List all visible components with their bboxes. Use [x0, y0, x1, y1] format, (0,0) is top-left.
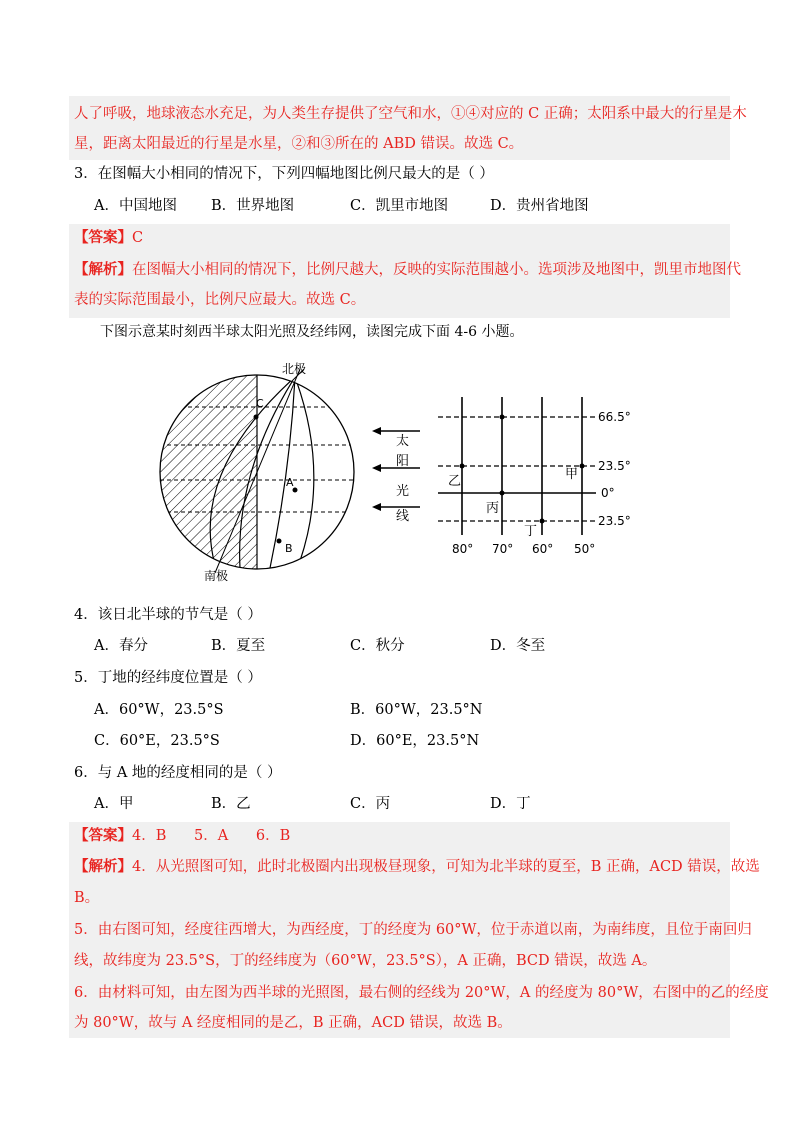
point-b — [277, 539, 282, 544]
sun-char: 光 — [396, 484, 410, 499]
answer-line — [74, 826, 290, 846]
lon-label: 80° — [452, 542, 474, 556]
label-a: A — [286, 476, 294, 489]
analysis-line: 表的实际范围最小，比例尺应最大。故选 C。 — [74, 292, 366, 308]
lat-label: 66.5° — [598, 410, 631, 424]
q4-option-d: D．冬至 — [490, 638, 546, 654]
figure-intro: 下图示意某时刻西半球太阳光照及经纬网，读图完成下面 4-6 小题。 — [100, 324, 524, 340]
q4-option-c: C．秋分 — [350, 638, 405, 654]
analysis-line — [74, 857, 760, 877]
answer-value: 4．B 5．A 6．B — [132, 828, 291, 844]
answer-line — [74, 228, 143, 248]
q3-option-a: A．中国地图 — [94, 198, 177, 214]
q3-option-b: B．世界地图 — [211, 198, 295, 214]
point-yi — [460, 464, 465, 469]
analysis-line: 星，距离太阳最近的行星是水星，②和③所在的 ABD 错误。故选 C。 — [74, 136, 524, 152]
sun-char: 阳 — [396, 454, 410, 469]
globe-diagram — [160, 361, 354, 583]
answer-label: 【答案】 — [74, 229, 132, 246]
point-c — [254, 415, 259, 420]
lon-label: 70° — [492, 542, 514, 556]
q6-option-b: B．乙 — [211, 796, 251, 812]
answer-value: C — [132, 230, 144, 246]
meridian-line — [270, 377, 295, 568]
label-jia: 甲 — [565, 467, 579, 482]
lon-label: 60° — [532, 542, 554, 556]
analysis-line: 5．由右图可知，经度往西增大，为西经度，丁的经度为 60°W，位于赤道以南，为南纬度，且位于南回归 — [74, 922, 752, 938]
figure — [0, 355, 800, 595]
q5-option-a: A．60°W，23.5°S — [94, 702, 224, 718]
sun-char: 太 — [396, 434, 410, 449]
label-ding: 丁 — [524, 524, 538, 539]
point-jia — [580, 464, 585, 469]
grid-point — [500, 415, 505, 420]
q4-option-a: A．春分 — [94, 638, 148, 654]
analysis-label: 【解析】 — [74, 261, 132, 278]
q3-option-c: C．凯里市地图 — [350, 198, 449, 214]
meridian-line — [295, 377, 314, 561]
answer-label: 【答案】 — [74, 827, 132, 844]
graticule-diagram — [438, 397, 631, 556]
north-pole-label: 北极 — [282, 362, 307, 376]
q4-option-b: B．夏至 — [211, 638, 266, 654]
analysis-label: 【解析】 — [74, 858, 132, 875]
question-4-stem: 4．该日北半球的节气是（ ） — [74, 607, 262, 623]
question-6-stem: 6．与 A 地的经度相同的是（ ） — [74, 765, 282, 781]
analysis-line: 为 80°W，故与 A 经度相同的是乙，B 正确，ACD 错误，故选 B。 — [74, 1015, 512, 1031]
analysis-text: 4．从光照图可知，此时北极圈内出现极昼现象，可知为北半球的夏至，B 正确，ACD 错误，故选 — [132, 859, 760, 875]
point-bing — [500, 491, 505, 496]
question-5-stem: 5．丁地的经纬度位置是（ ） — [74, 670, 262, 686]
lat-label: 23.5° — [598, 514, 631, 528]
lat-label: 23.5° — [598, 459, 631, 473]
question-3-stem: 3．在图幅大小相同的情况下，下列四幅地图比例尺最大的是（ ） — [74, 166, 494, 182]
lat-label: 0° — [601, 486, 615, 500]
analysis-text: 在图幅大小相同的情况下，比例尺越大，反映的实际范围越小。选项涉及地图中，凯里市地图代 — [132, 262, 741, 278]
q5-option-c: C．60°E，23.5°S — [94, 733, 220, 749]
point-ding — [540, 519, 545, 524]
q6-option-a: A．甲 — [94, 796, 134, 812]
q6-option-c: C．丙 — [350, 796, 391, 812]
lon-label: 50° — [574, 542, 596, 556]
label-yi: 乙 — [448, 474, 462, 489]
sunlight-arrows — [372, 427, 420, 524]
analysis-line — [74, 260, 741, 280]
analysis-line: 人了呼吸，地球液态水充足，为人类生存提供了空气和水，①④对应的 C 正确；太阳系中最大的行星是木 — [74, 106, 747, 122]
q5-option-b: B．60°W，23.5°N — [350, 702, 483, 718]
night-area — [160, 375, 257, 569]
analysis-line: B。 — [74, 890, 100, 906]
label-b: B — [285, 542, 293, 555]
label-bing: 丙 — [486, 501, 500, 516]
south-pole-label: 南极 — [204, 569, 229, 583]
analysis-line: 线，故纬度为 23.5°S，丁的经纬度为（60°W，23.5°S），A 正确，BCD 错误，故选 A。 — [74, 953, 657, 969]
label-c: C — [256, 397, 264, 410]
q3-option-d: D．贵州省地图 — [490, 198, 589, 214]
q6-option-d: D．丁 — [490, 796, 531, 812]
sun-char: 线 — [396, 509, 410, 524]
q5-option-d: D．60°E，23.5°N — [350, 733, 480, 749]
analysis-line: 6．由材料可知，由左图为西半球的光照图，最右侧的经线为 20°W，A 的经度为 80°W，右图中的乙的经度 — [74, 985, 769, 1001]
